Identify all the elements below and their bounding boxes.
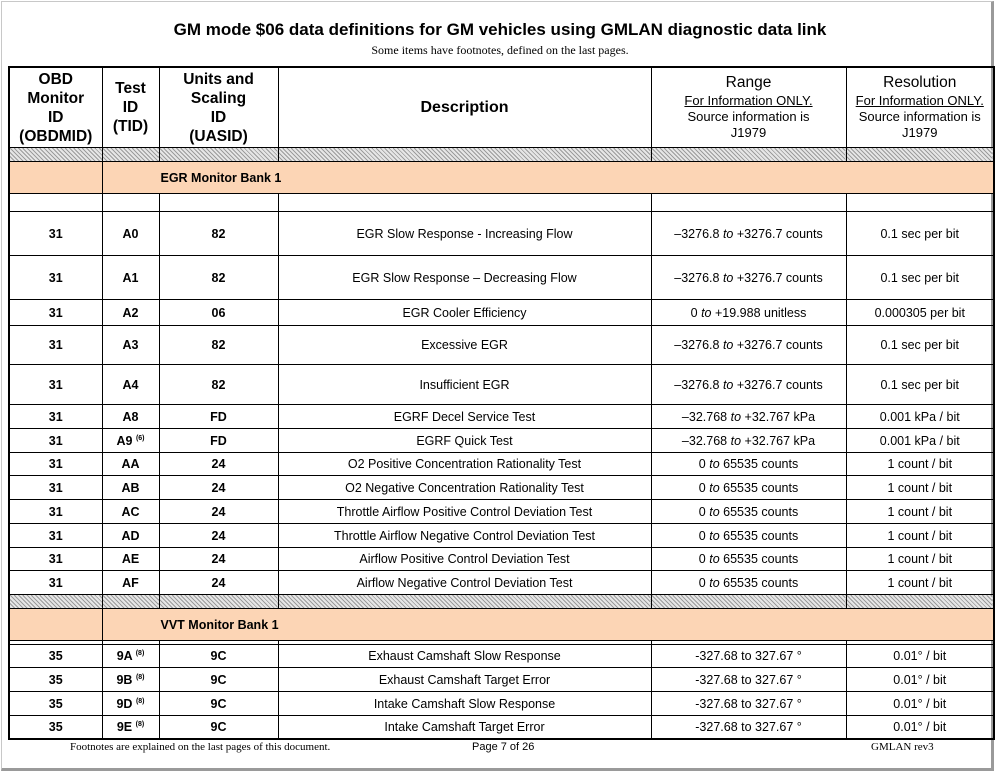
range-sep: to	[709, 504, 720, 519]
footer-page-number: Page 7 of 26	[472, 741, 535, 753]
range-low: –3276.8	[674, 338, 720, 352]
tid-value: 9D	[116, 696, 133, 711]
tid-cell	[102, 212, 159, 256]
tid-value: A8	[122, 409, 139, 424]
tid-cell	[102, 429, 159, 453]
tid-cell	[102, 300, 159, 326]
tid-cell	[102, 645, 159, 668]
uasid-cell: 82	[159, 365, 278, 405]
range-low: –32.768	[681, 409, 728, 424]
uasid-cell: 9C	[159, 716, 278, 739]
range-cell	[651, 645, 846, 668]
range-sep: to	[722, 270, 734, 285]
description-cell: Exhaust Camshaft Slow Response	[278, 645, 651, 668]
table-row	[9, 571, 994, 595]
range-cell	[651, 429, 846, 453]
range-high: 65535 counts	[723, 552, 799, 566]
resolution-cell: 0.1 sec per bit	[846, 365, 994, 405]
footnote-marker: (8)	[135, 673, 145, 681]
range-low: 0	[698, 457, 706, 471]
footer-revision: GMLAN rev3	[871, 741, 934, 753]
tid-value: 9B	[116, 672, 133, 687]
table-row	[9, 645, 994, 668]
range-high: +3276.7 counts	[736, 270, 823, 285]
header-row	[9, 67, 994, 148]
obdmid-cell: 31	[9, 256, 102, 300]
description-cell: Intake Camshaft Target Error	[278, 716, 651, 739]
range-high: +3276.7 counts	[736, 338, 823, 352]
range-cell	[651, 405, 846, 429]
uasid-cell: 24	[159, 476, 278, 500]
header-obdmid: OBD Monitor ID (OBDMID)	[9, 67, 102, 148]
resolution-cell: 0.1 sec per bit	[846, 212, 994, 256]
section-label: VVT Monitor Bank 1	[102, 609, 994, 641]
obdmid-cell: 31	[9, 429, 102, 453]
table-row	[9, 453, 994, 476]
tid-value: AD	[121, 528, 140, 543]
tid-cell	[102, 476, 159, 500]
section-header-row	[9, 609, 994, 641]
description-cell: EGRF Quick Test	[278, 429, 651, 453]
table-row	[9, 429, 994, 453]
header-resolution: Resolution For Information ONLY. Source information is J1979	[846, 67, 994, 148]
header-description: Description	[278, 67, 651, 148]
uasid-cell: 82	[159, 256, 278, 300]
range-sep: to	[709, 552, 720, 566]
hatch-separator	[9, 595, 994, 609]
range-low: 0	[698, 528, 706, 543]
range-high: 65535 counts	[723, 457, 799, 471]
document-title: GM mode $06 data definitions for GM vehicles using GMLAN diagnostic data link	[173, 20, 827, 39]
tid-cell	[102, 405, 159, 429]
table-row	[9, 476, 994, 500]
uasid-cell: FD	[159, 429, 278, 453]
tid-value: AF	[122, 575, 139, 590]
table-row	[9, 212, 994, 256]
range-sep: to	[701, 305, 712, 320]
range-high: 65535 counts	[723, 575, 799, 590]
uasid-cell: 82	[159, 326, 278, 365]
description-cell: Excessive EGR	[278, 326, 651, 365]
hatch-separator	[9, 148, 994, 162]
tid-cell	[102, 668, 159, 692]
description-cell: EGR Slow Response - Increasing Flow	[278, 212, 651, 256]
footnote-marker: (6)	[135, 434, 145, 442]
section-label: EGR Monitor Bank 1	[102, 162, 994, 194]
range-cell	[651, 212, 846, 256]
uasid-cell: 9C	[159, 645, 278, 668]
tid-cell	[102, 453, 159, 476]
obdmid-cell: 35	[9, 645, 102, 668]
tid-cell	[102, 548, 159, 571]
obdmid-cell: 31	[9, 571, 102, 595]
description-cell: O2 Negative Concentration Rationality Test	[278, 476, 651, 500]
description-cell: Throttle Airflow Negative Control Deviation Test	[278, 524, 651, 548]
table-row	[9, 300, 994, 326]
range-cell	[651, 476, 846, 500]
range-low: -327.68	[695, 696, 738, 711]
description-cell: EGR Cooler Efficiency	[278, 300, 651, 326]
obdmid-cell: 31	[9, 300, 102, 326]
range-low: –3276.8	[674, 377, 720, 392]
range-high: to 327.67 °	[741, 649, 802, 663]
range-cell	[651, 692, 846, 716]
obdmid-cell: 31	[9, 524, 102, 548]
description-cell: Airflow Positive Control Deviation Test	[278, 548, 651, 571]
table-row	[9, 524, 994, 548]
tid-cell	[102, 524, 159, 548]
range-high: +3276.7 counts	[736, 226, 823, 241]
definitions-table	[8, 66, 995, 740]
tid-value: AA	[121, 457, 140, 471]
uasid-cell: 24	[159, 500, 278, 524]
obdmid-cell: 31	[9, 453, 102, 476]
range-low: -327.68	[695, 672, 738, 687]
obdmid-cell: 35	[9, 716, 102, 739]
range-cell	[651, 365, 846, 405]
range-high: +3276.7 counts	[736, 377, 823, 392]
description-cell: Throttle Airflow Positive Control Deviation Test	[278, 500, 651, 524]
description-cell: EGRF Decel Service Test	[278, 405, 651, 429]
range-cell	[651, 524, 846, 548]
range-cell	[651, 256, 846, 300]
range-high: +19.988 unitless	[714, 305, 807, 320]
range-low: –32.768	[681, 433, 728, 448]
range-sep: to	[709, 457, 720, 471]
resolution-cell: 0.01° / bit	[846, 668, 994, 692]
tid-value: A3	[122, 338, 139, 352]
tid-value: A4	[122, 377, 139, 392]
uasid-cell: 9C	[159, 692, 278, 716]
description-cell: Airflow Negative Control Deviation Test	[278, 571, 651, 595]
range-cell	[651, 716, 846, 739]
description-cell: EGR Slow Response – Decreasing Flow	[278, 256, 651, 300]
footnote-marker: (8)	[135, 720, 145, 728]
obdmid-cell: 31	[9, 326, 102, 365]
uasid-cell: 24	[159, 453, 278, 476]
tid-value: AB	[121, 480, 140, 495]
range-cell	[651, 500, 846, 524]
resolution-cell: 0.01° / bit	[846, 645, 994, 668]
range-sep: to	[730, 433, 742, 448]
range-high: 65535 counts	[723, 504, 799, 519]
resolution-cell: 1 count / bit	[846, 500, 994, 524]
resolution-cell: 1 count / bit	[846, 524, 994, 548]
range-high: to 327.67 °	[741, 696, 802, 711]
tid-cell	[102, 571, 159, 595]
description-cell: Intake Camshaft Slow Response	[278, 692, 651, 716]
resolution-cell: 1 count / bit	[846, 453, 994, 476]
obdmid-cell: 31	[9, 365, 102, 405]
resolution-cell: 0.01° / bit	[846, 716, 994, 739]
header-uasid: Units and Scaling ID (UASID)	[159, 67, 278, 148]
range-cell	[651, 548, 846, 571]
range-cell	[651, 668, 846, 692]
range-low: 0	[690, 305, 698, 320]
range-low: 0	[698, 575, 706, 590]
resolution-cell: 0.01° / bit	[846, 692, 994, 716]
header-tid: Test ID (TID)	[102, 67, 159, 148]
range-sep: to	[722, 226, 734, 241]
table-row	[9, 405, 994, 429]
header-range: Range For Information ONLY. Source information is J1979	[651, 67, 846, 148]
tid-cell	[102, 365, 159, 405]
resolution-cell: 0.001 kPa / bit	[846, 429, 994, 453]
resolution-cell: 1 count / bit	[846, 548, 994, 571]
uasid-cell: 06	[159, 300, 278, 326]
range-low: 0	[698, 552, 706, 566]
document-subtitle: Some items have footnotes, defined on the last pages.	[371, 43, 629, 57]
table-row	[9, 365, 994, 405]
tid-value: A9	[116, 433, 133, 448]
table-row	[9, 716, 994, 739]
range-cell	[651, 571, 846, 595]
range-cell	[651, 326, 846, 365]
resolution-cell: 1 count / bit	[846, 571, 994, 595]
range-high: +32.767 kPa	[744, 433, 816, 448]
table-row	[9, 326, 994, 365]
range-sep: to	[722, 338, 734, 352]
obdmid-cell: 31	[9, 405, 102, 429]
resolution-cell: 0.001 kPa / bit	[846, 405, 994, 429]
range-sep: to	[730, 409, 742, 424]
table-row	[9, 692, 994, 716]
tid-cell	[102, 256, 159, 300]
range-low: -327.68	[695, 649, 738, 663]
table-row	[9, 256, 994, 300]
tid-value: A0	[122, 226, 139, 241]
range-cell	[651, 300, 846, 326]
tid-value: 9A	[116, 649, 133, 663]
description-cell: Insufficient EGR	[278, 365, 651, 405]
footnote-marker: (8)	[135, 697, 145, 705]
footnote-marker: (8)	[135, 650, 145, 657]
table-row	[9, 548, 994, 571]
tid-cell	[102, 326, 159, 365]
range-high: +32.767 kPa	[744, 409, 816, 424]
description-cell: Exhaust Camshaft Target Error	[278, 668, 651, 692]
range-low: –3276.8	[674, 226, 720, 241]
range-sep: to	[722, 377, 734, 392]
range-low: 0	[698, 504, 706, 519]
range-high: 65535 counts	[723, 528, 799, 543]
range-sep: to	[709, 575, 720, 590]
resolution-cell: 0.1 sec per bit	[846, 256, 994, 300]
uasid-cell: 24	[159, 571, 278, 595]
range-low: 0	[698, 480, 706, 495]
footer-note: Footnotes are explained on the last pages of this document.	[70, 741, 331, 753]
tid-value: 9E	[116, 719, 133, 734]
tid-cell	[102, 716, 159, 739]
uasid-cell: 24	[159, 548, 278, 571]
tid-value: AE	[121, 552, 140, 566]
range-high: to 327.67 °	[741, 672, 802, 687]
range-high: to 327.67 °	[741, 719, 802, 734]
range-sep: to	[709, 528, 720, 543]
range-low: –3276.8	[674, 270, 720, 285]
section-header-row	[9, 162, 994, 194]
obdmid-cell: 31	[9, 500, 102, 524]
range-low: -327.68	[695, 719, 738, 734]
obdmid-cell: 35	[9, 692, 102, 716]
range-cell	[651, 453, 846, 476]
obdmid-cell: 31	[9, 548, 102, 571]
uasid-cell: 24	[159, 524, 278, 548]
tid-value: AC	[121, 504, 140, 519]
table-row	[9, 668, 994, 692]
obdmid-cell: 31	[9, 212, 102, 256]
tid-value: A1	[122, 270, 139, 285]
uasid-cell: 9C	[159, 668, 278, 692]
tid-cell	[102, 500, 159, 524]
uasid-cell: 82	[159, 212, 278, 256]
range-sep: to	[709, 480, 720, 495]
section-gap	[9, 194, 994, 212]
obdmid-cell: 35	[9, 668, 102, 692]
resolution-cell: 0.1 sec per bit	[846, 326, 994, 365]
description-cell: O2 Positive Concentration Rationality Test	[278, 453, 651, 476]
uasid-cell: FD	[159, 405, 278, 429]
resolution-cell: 1 count / bit	[846, 476, 994, 500]
tid-value: A2	[122, 305, 139, 320]
resolution-cell: 0.000305 per bit	[846, 300, 994, 326]
range-high: 65535 counts	[723, 480, 799, 495]
obdmid-cell: 31	[9, 476, 102, 500]
table-row	[9, 500, 994, 524]
tid-cell	[102, 692, 159, 716]
